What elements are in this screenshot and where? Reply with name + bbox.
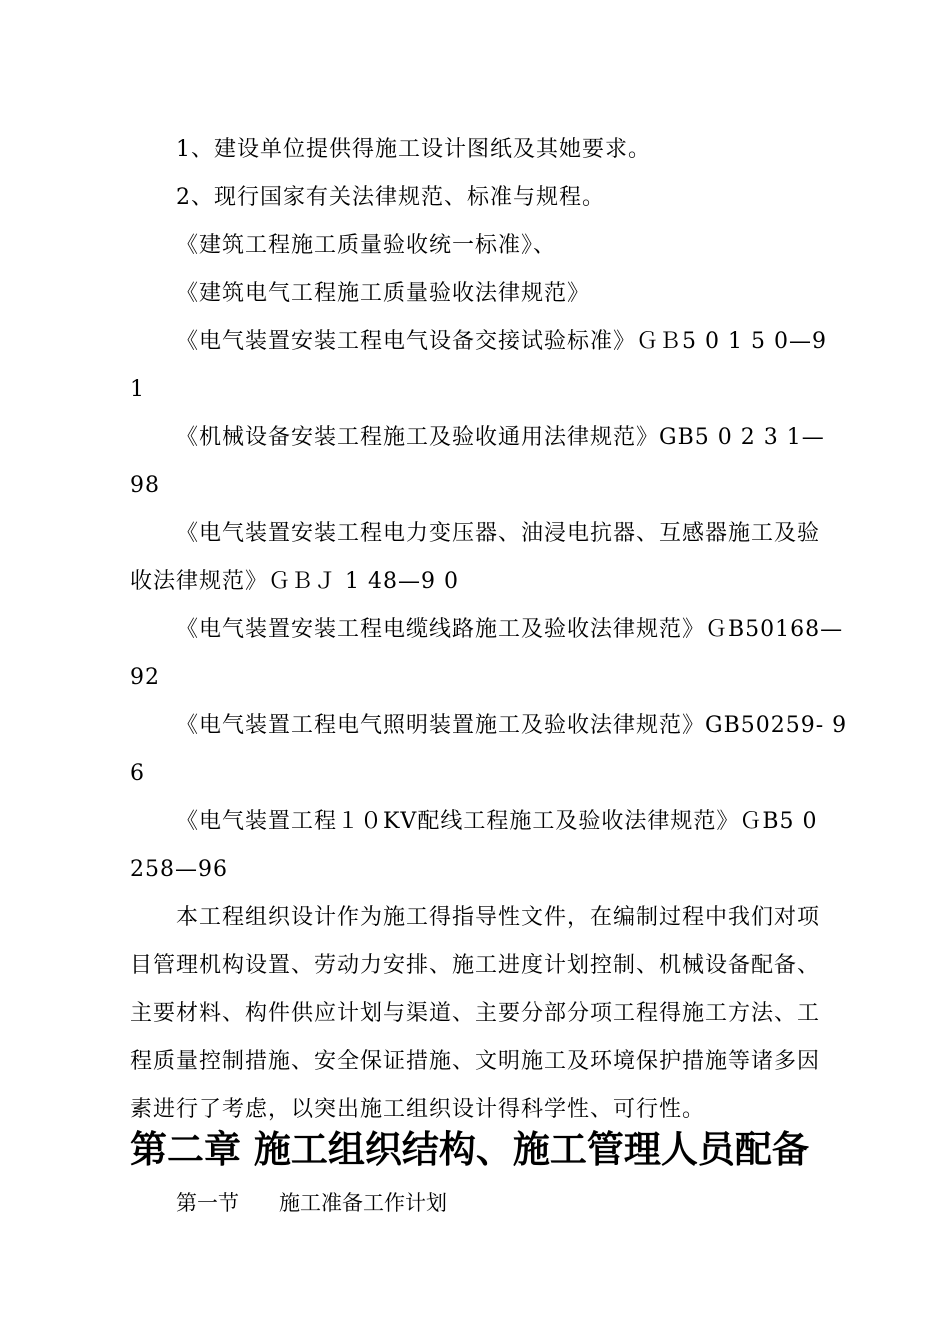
paragraph-line-4: 程质量控制措施、安全保证措施、文明施工及环境保护措施等诸多因 — [130, 1049, 821, 1074]
standard-handover-test-cont: 1 — [130, 377, 145, 402]
standard-lighting: 《电气装置工程电气照明装置施工及验收法律规范》GB50259- 9 — [176, 713, 848, 738]
paragraph-line-2: 目管理机构设置、劳动力安排、施工进度计划控制、机械设备配备、 — [130, 953, 821, 978]
basis-item-1: 1、建设单位提供得施工设计图纸及其她要求。 — [176, 137, 651, 162]
paragraph-line-3: 主要材料、构件供应计划与渠道、主要分部分项工程得施工方法、工 — [130, 1001, 821, 1026]
chapter-title: 第二章 施工组织结构、施工管理人员配备 — [130, 1128, 809, 1171]
paragraph-line-5: 素进行了考虑，以突出施工组织设计得科学性、可行性。 — [130, 1097, 706, 1122]
standard-handover-test: 《电气装置安装工程电气设备交接试验标准》ＧＢ5 0 1 5 0—9 — [176, 329, 827, 354]
standard-transformer: 《电气装置安装工程电力变压器、油浸电抗器、互感器施工及验 — [176, 521, 821, 546]
standard-building-quality: 《建筑工程施工质量验收统一标准》、 — [176, 233, 557, 258]
section-title: 施工准备工作计划 — [279, 1191, 447, 1215]
standard-cable-line-cont: 92 — [130, 665, 160, 690]
basis-item-2: 2、现行国家有关法律规范、标准与规程。 — [176, 185, 605, 210]
section-heading — [176, 1188, 447, 1218]
paragraph-line-1: 本工程组织设计作为施工得指导性文件，在编制过程中我们对项 — [176, 905, 821, 930]
standard-cable-line: 《电气装置安装工程电缆线路施工及验收法律规范》ＧB50168— — [176, 617, 844, 642]
section-number: 第一节 — [176, 1191, 239, 1215]
standard-mechanical-equipment: 《机械设备安装工程施工及验收通用法律规范》GB5 0 2 3 1— — [176, 425, 825, 450]
standard-lighting-cont: 6 — [130, 761, 145, 786]
standard-electrical-quality: 《建筑电气工程施工质量验收法律规范》 — [176, 281, 591, 306]
standard-10kv-wiring-cont: 258—96 — [130, 857, 228, 882]
standard-transformer-cont: 收法律规范》ＧＢＪ 1 48—9 0 — [130, 569, 459, 594]
standard-10kv-wiring: 《电气装置工程１０KV配线工程施工及验收法律规范》ＧB5 0 — [176, 809, 818, 834]
standard-mechanical-equipment-cont: 98 — [130, 473, 160, 498]
